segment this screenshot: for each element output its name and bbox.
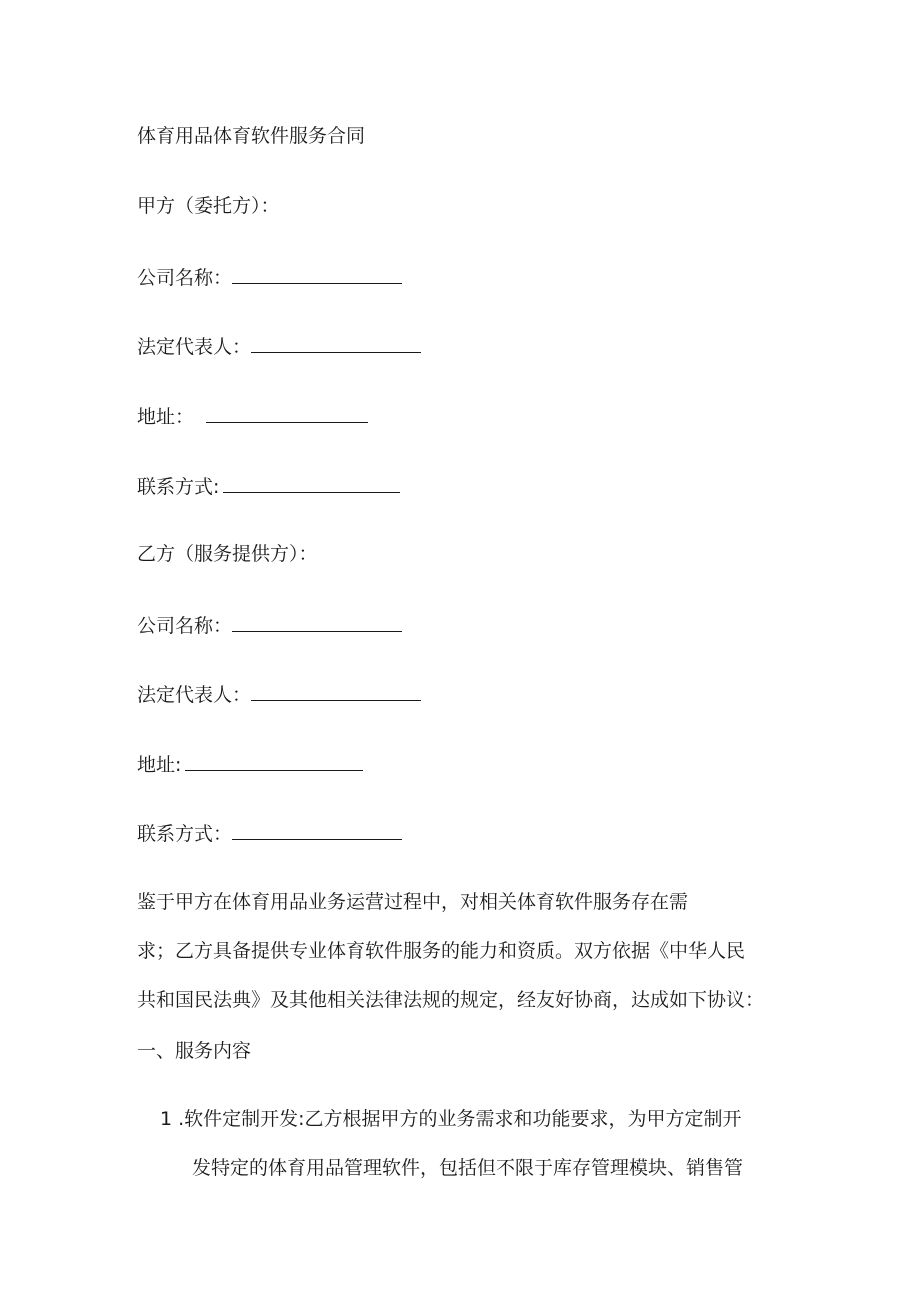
party-a-company-row	[137, 263, 402, 291]
item-1-text-1: .软件定制开发:乙方根据甲方的业务需求和功能要求，为甲方定制开	[178, 1108, 742, 1130]
party-a-company-blank[interactable]	[232, 263, 402, 284]
party-b-legal-rep-label: 法定代表人：	[137, 684, 252, 706]
party-a-legal-rep-row	[137, 332, 421, 360]
item-1-line-2: 发特定的体育用品管理软件，包括但不限于库存管理模块、销售管	[192, 1157, 744, 1179]
section-1-heading: 一、服务内容	[137, 1040, 252, 1062]
party-b-heading: 乙方（服务提供方）：	[137, 543, 318, 565]
party-a-heading: 甲方（委托方）：	[137, 195, 280, 217]
party-a-legal-rep-blank[interactable]	[251, 332, 421, 353]
item-1-number: 1	[160, 1108, 173, 1130]
party-b-company-row	[137, 611, 402, 639]
party-a-contact-label: 联系方式:	[137, 476, 220, 498]
party-b-contact-label: 联系方式：	[137, 823, 233, 845]
party-a-address-blank[interactable]	[206, 402, 368, 423]
party-b-legal-rep-row	[137, 680, 421, 708]
party-a-company-label: 公司名称：	[137, 267, 233, 289]
party-a-contact-blank[interactable]	[223, 472, 400, 493]
party-b-address-blank[interactable]	[185, 750, 363, 771]
party-b-address-row	[137, 750, 363, 778]
preamble-line-2: 求；乙方具备提供专业体育软件服务的能力和资质。双方依据《中华人民	[137, 940, 746, 962]
item-1-line-1	[160, 1106, 742, 1132]
preamble-line-1: 鉴于甲方在体育用品业务运营过程中，对相关体育软件服务存在需	[137, 891, 689, 913]
party-b-contact-row	[137, 819, 402, 847]
preamble-line-3: 共和国民法典》及其他相关法律法规的规定，经友好协商，达成如下协议：	[137, 989, 765, 1011]
party-b-address-label: 地址:	[137, 754, 182, 776]
party-a-address-row	[137, 402, 368, 430]
party-b-company-blank[interactable]	[232, 611, 402, 632]
party-a-contact-row	[137, 472, 400, 500]
party-b-legal-rep-blank[interactable]	[251, 680, 421, 701]
party-b-contact-blank[interactable]	[232, 819, 402, 840]
party-b-company-label: 公司名称：	[137, 615, 233, 637]
party-a-address-label: 地址：	[137, 406, 195, 428]
party-a-legal-rep-label: 法定代表人：	[137, 336, 252, 358]
document-title: 体育用品体育软件服务合同	[137, 125, 366, 147]
